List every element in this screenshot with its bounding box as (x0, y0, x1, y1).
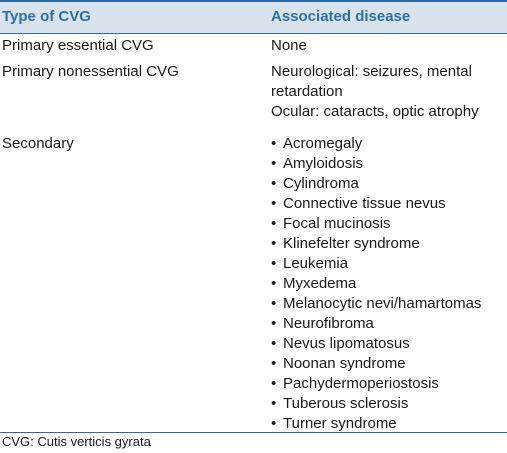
table-row-secondary (0, 118, 507, 432)
disease-label: Myxedema (283, 275, 357, 292)
disease-label: Melanocytic nevi/hamartomas (283, 295, 482, 312)
disease-label: Neurofibroma (283, 315, 374, 332)
row-disease: None (271, 37, 307, 54)
disease-label: Acromegaly (283, 135, 363, 152)
disease-label: Cylindroma (283, 175, 359, 192)
row-type: Primary essential CVG (2, 37, 154, 54)
list-item (271, 134, 481, 154)
bullet-icon: • (271, 255, 277, 272)
list-item (271, 414, 481, 434)
bullet-icon: • (271, 295, 277, 312)
bullet-icon: • (271, 395, 277, 412)
list-item (271, 374, 481, 394)
table-row-primary-essential (0, 34, 507, 54)
header-type-of-cvg: Type of CVG (2, 8, 91, 25)
row-type: Secondary (2, 135, 74, 152)
disease-label: Noonan syndrome (283, 355, 406, 372)
table-header (0, 0, 507, 34)
bullet-icon: • (271, 135, 277, 152)
list-item (271, 334, 481, 354)
list-item (271, 274, 481, 294)
disease-label: Pachydermoperiostosis (283, 375, 439, 392)
bullet-icon: • (271, 275, 277, 292)
bullet-icon: • (271, 235, 277, 252)
bullet-icon: • (271, 315, 277, 332)
header-associated-disease: Associated disease (271, 8, 411, 25)
list-item (271, 294, 481, 314)
list-item (271, 354, 481, 374)
table-row-primary-nonessential (0, 54, 507, 118)
bullet-icon: • (271, 415, 277, 432)
bullet-icon: • (271, 155, 277, 172)
disease-label: Tuberous sclerosis (283, 395, 409, 412)
list-item (271, 314, 481, 334)
disease-label: Amyloidosis (283, 155, 364, 172)
disease-label: Connective tissue nevus (283, 195, 446, 212)
secondary-disease-list (271, 134, 481, 434)
list-item (271, 194, 481, 214)
bullet-icon: • (271, 355, 277, 372)
disease-label: Leukemia (283, 255, 349, 272)
row-disease-ocular: Ocular: cataracts, optic atrophy (271, 103, 479, 120)
disease-label: Nevus lipomatosus (283, 335, 410, 352)
disease-label: Focal mucinosis (283, 215, 391, 232)
row-type: Primary nonessential CVG (2, 63, 179, 80)
bullet-icon: • (271, 335, 277, 352)
bullet-icon: • (271, 195, 277, 212)
list-item (271, 254, 481, 274)
list-item (271, 154, 481, 174)
bullet-icon: • (271, 375, 277, 392)
row-disease-neurological: Neurological: seizures, mental retardation (271, 63, 472, 100)
bullet-icon: • (271, 175, 277, 192)
list-item (271, 214, 481, 234)
list-item (271, 234, 481, 254)
list-item (271, 394, 481, 414)
list-item (271, 174, 481, 194)
table-bottom-rule (0, 432, 507, 433)
footnote: CVG: Cutis verticis gyrata (2, 434, 151, 449)
disease-label: Klinefelter syndrome (283, 235, 420, 252)
bullet-icon: • (271, 215, 277, 232)
disease-label: Turner syndrome (283, 415, 397, 432)
